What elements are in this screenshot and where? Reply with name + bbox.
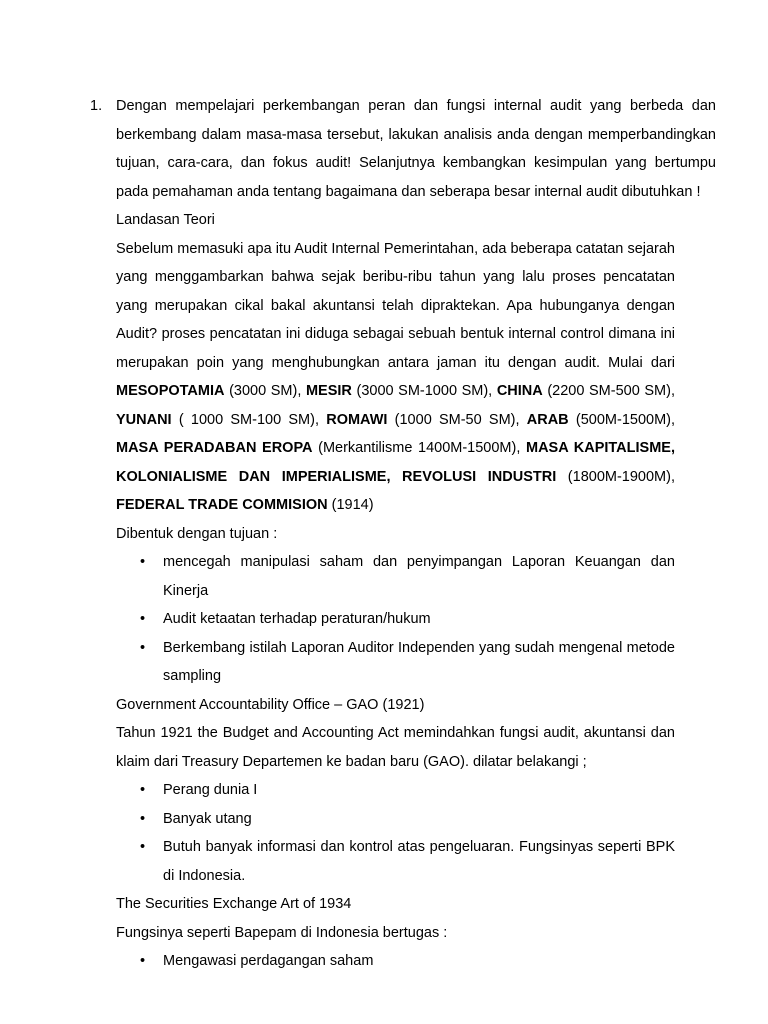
era-mesir: MESIR bbox=[305, 383, 352, 399]
list-item-text: Berkembang istilah Laporan Auditor Independen yang sudah mengenal metode sampling bbox=[163, 639, 675, 684]
era-ftc-period: (1914) bbox=[327, 497, 374, 513]
bullet-icon: • bbox=[140, 611, 146, 627]
era-ftc: FEDERAL TRADE COMMISION bbox=[116, 497, 328, 513]
bullet-icon: • bbox=[140, 839, 146, 855]
list-item-text: Banyak utang bbox=[163, 810, 252, 827]
list-item bbox=[116, 605, 675, 634]
gao-paragraph: Tahun 1921 the Budget and Accounting Act memindahkan fungsi audit, akuntansi dan klaim dari Treasury Departemen ke badan baru (GAO). dilatar belakangi ; bbox=[116, 725, 675, 770]
bullet-icon: • bbox=[140, 953, 146, 969]
dibentuk-heading: Dibentuk dengan tujuan : bbox=[116, 525, 278, 542]
era-arab-period: (500M-1500M), bbox=[568, 411, 676, 428]
bullet-icon: • bbox=[140, 810, 146, 827]
era-china: CHINA bbox=[496, 383, 543, 399]
bullet-icon: • bbox=[140, 554, 146, 570]
era-eropa: MASA PERADABAN EROPA bbox=[116, 440, 313, 456]
content-body bbox=[116, 92, 716, 976]
bullet-icon: • bbox=[140, 639, 146, 656]
list-item bbox=[116, 634, 675, 691]
era-mesopotamia: MESOPOTAMIA bbox=[116, 383, 225, 399]
era-yunani-period: ( 1000 SM-100 SM), bbox=[171, 411, 327, 428]
era-kapitalisme: MASA KAPITALISME, KOLONIALISME DAN IMPERIALISME, REVOLUSI INDUSTRI bbox=[116, 440, 675, 485]
list-item bbox=[116, 776, 675, 805]
era-mesir-period: (3000 SM-1000 SM), bbox=[351, 383, 497, 399]
era-kapitalisme-period: (1800M-1900M), bbox=[556, 468, 675, 485]
question-paragraph: Dengan mempelajari perkembangan peran dan fungsi internal audit yang berbeda dan berkembang dalam masa-masa tersebut, lakukan analisis anda dengan memperbandingkan tujuan, cara-cara, dan fokus audit! Selanjutnya kembangkan kesimpulan yang bertumpu pada pemahaman anda tentang bagaimana dan seberapa besar internal audit dibutuhkan ! bbox=[116, 98, 716, 200]
era-china-period: (2200 SM-500 SM), bbox=[542, 383, 675, 399]
sec-bullet-list bbox=[116, 947, 716, 976]
era-eropa-period: (Merkantilisme 1400M-1500M), bbox=[312, 440, 526, 456]
list-item bbox=[116, 947, 675, 976]
list-item-text: Butuh banyak informasi dan kontrol atas pengeluaran. Fungsinyas seperti BPK di Indonesia. bbox=[163, 839, 675, 884]
history-intro: Sebelum memasuki apa itu Audit Internal Pemerintahan, ada beberapa catatan sejarah yang menggambarkan bahwa sejak beribu-ribu tahun yang lalu proses pencatatan yang merupakan cikal bakal akuntansi telah dipraktekan. Apa hubunganya dengan Audit? proses pencatatan ini diduga sebagai sebuah bentuk internal control dimana ini merupakan poin yang menghubungkan antara jaman itu dengan audit. Mulai dari bbox=[116, 240, 675, 371]
list-item-text: Perang dunia I bbox=[163, 782, 258, 798]
gao-bullet-list bbox=[116, 776, 716, 890]
list-number: 1. bbox=[90, 98, 103, 114]
era-arab: ARAB bbox=[526, 411, 569, 428]
list-item-text: Audit ketaatan terhadap peraturan/hukum bbox=[163, 611, 431, 627]
bullet-icon: • bbox=[140, 782, 146, 798]
heading-landasan-teori: Landasan Teori bbox=[116, 212, 215, 228]
era-romawi-period: (1000 SM-50 SM), bbox=[387, 411, 527, 428]
list-item bbox=[116, 548, 675, 605]
list-item-text: mencegah manipulasi saham dan penyimpangan Laporan Keuangan dan Kinerja bbox=[163, 554, 675, 599]
era-romawi: ROMAWI bbox=[326, 411, 388, 428]
list-item bbox=[116, 833, 675, 890]
dibentuk-bullet-list bbox=[116, 548, 716, 691]
gao-heading: Government Accountability Office – GAO (1921) bbox=[116, 696, 425, 713]
list-item bbox=[116, 805, 675, 834]
history-paragraph bbox=[116, 235, 675, 520]
list-item-text: Mengawasi perdagangan saham bbox=[163, 953, 374, 969]
sec-heading: The Securities Exchange Art of 1934 bbox=[116, 896, 352, 912]
sec-paragraph: Fungsinya seperti Bapepam di Indonesia bertugas : bbox=[116, 924, 448, 941]
era-yunani: YUNANI bbox=[116, 411, 172, 428]
era-mesopotamia-period: (3000 SM), bbox=[224, 383, 306, 399]
